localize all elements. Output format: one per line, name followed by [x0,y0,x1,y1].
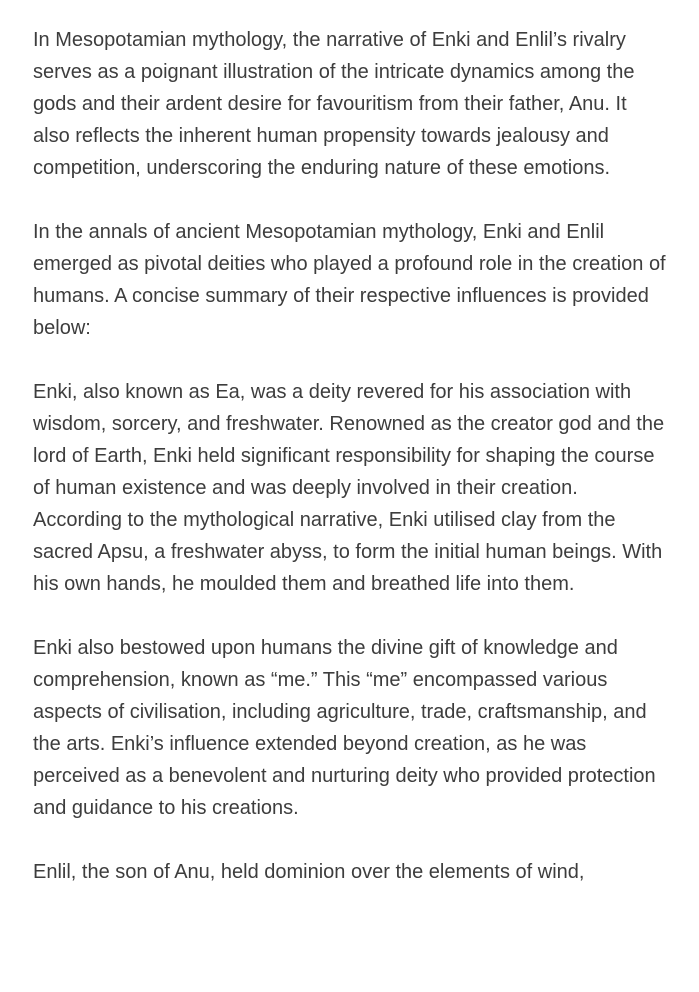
paragraph-enlil-start: Enlil, the son of Anu, held dominion over the elements of wind, [33,861,585,883]
paragraph-intro-rivalry: In Mesopotamian mythology, the narrative of Enki and Enlil’s rivalry serves as a poignant illustration of the intricate dynamics among the gods and their ardent desire for favouritism from their father, Anu. It also reflects the inherent human propensity towards jealousy and competition, underscoring the enduring nature of these emotions. [33,29,635,179]
paragraph-enki-me-gift: Enki also bestowed upon humans the divine gift of knowledge and comprehension, known as “me.” This “me” encompassed various aspects of civilisation, including agriculture, trade, craftsmanship, and the arts. Enki’s influence extended beyond creation, as he was perceived as a benevolent and nurturing deity who provided protection and guidance to his creations. [33,637,656,819]
paragraph-annals-overview: In the annals of ancient Mesopotamian mythology, Enki and Enlil emerged as pivotal deities who played a profound role in the creation of humans. A concise summary of their respective influences is provided below: [33,221,666,339]
paragraph-enki-description: Enki, also known as Ea, was a deity revered for his association with wisdom, sorcery, and freshwater. Renowned as the creator god and the lord of Earth, Enki held significant responsibility for shaping the course of human existence and was deeply involved in their creation. According to the mythological narrative, Enki utilised clay from the sacred Apsu, a freshwater abyss, to form the initial human beings. With his own hands, he moulded them and breathed life into them. [33,381,665,595]
